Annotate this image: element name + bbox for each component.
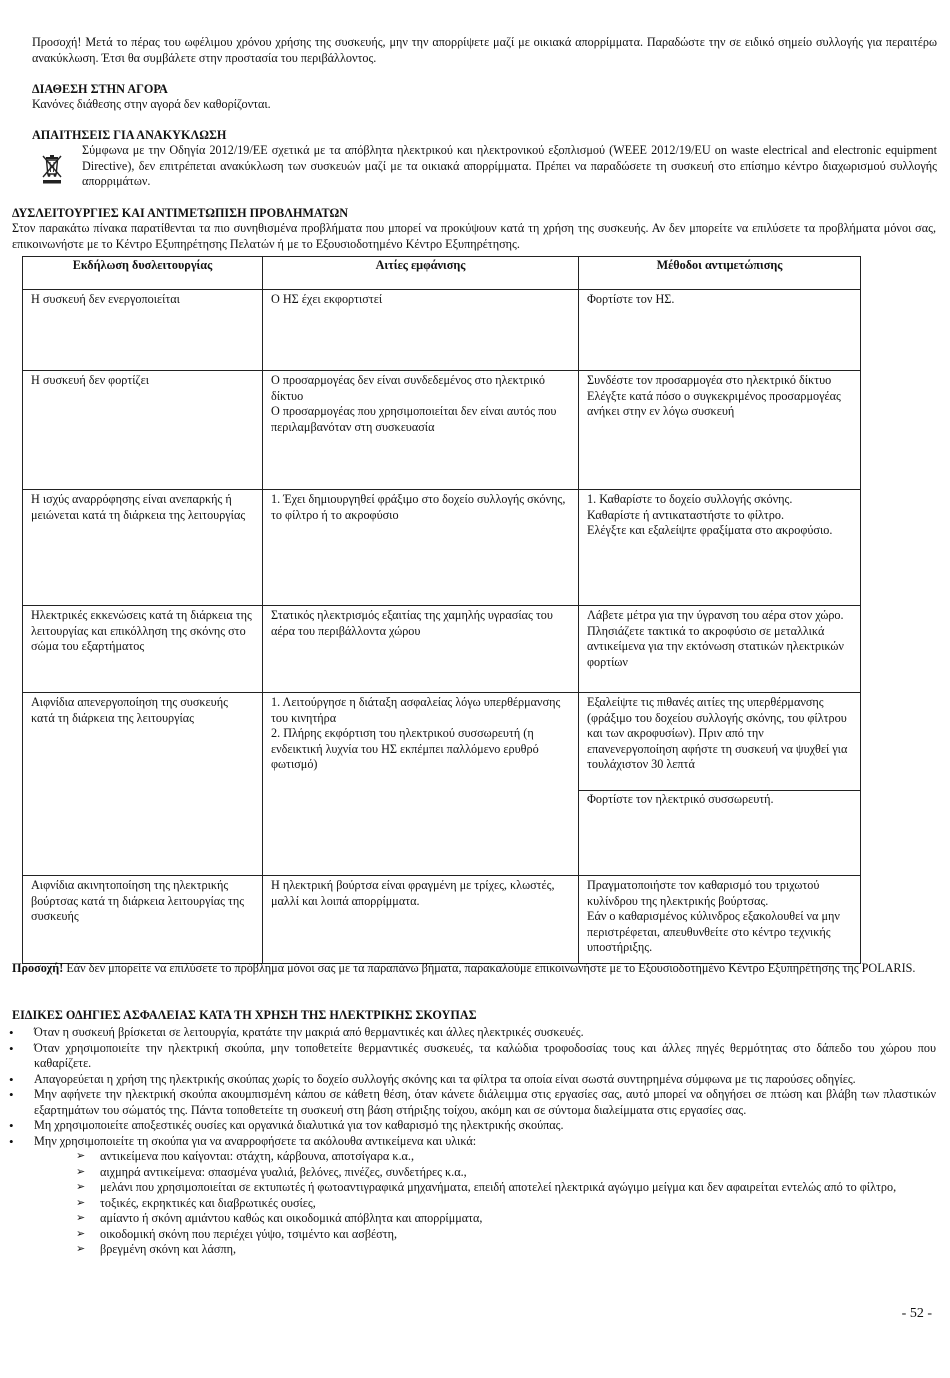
list-item: • Μη χρησιμοποιείτε αποξεστικές ουσίες και οργανικά διαλυτικά για τον καθαρισμό της ηλεκτρικής σκούπας. — [12, 1118, 936, 1134]
symptom-cell: Ηλεκτρικές εκκενώσεις κατά τη διάρκεια της λειτουργίας και επικόλληση της σκόνης στο σώμα του εξαρτήματος — [23, 606, 263, 693]
troubleshooting-note — [12, 961, 936, 977]
remedy-line: Καθαρίστε ή αντικαταστήστε το φίλτρο. — [587, 507, 784, 522]
remedy-line: Πραγματοποιήστε τον καθαρισμό του τριχωτού κυλίνδρου της ηλεκτρικής βούρτσας. — [587, 878, 820, 908]
sub-list-item: ➢ αντικείμενα που καίγονται: στάχτη, κάρβουνα, αποτσίγαρα κ.α., — [34, 1149, 936, 1165]
cause-cell — [263, 693, 579, 876]
remedy-line: Ελέγξτε και εξαλείψτε φραξίματα στο ακροφύσιο. — [587, 523, 833, 537]
table-row — [23, 876, 861, 964]
cause-line: Η ηλεκτρική βούρτσα είναι φραγμένη με τρίχες, κλωστές, μαλλί και λοιπά απορρίμματα. — [271, 878, 555, 908]
table-row — [23, 490, 861, 606]
recycling-text: Σύμφωνα με την Οδηγία 2012/19/ΕΕ σχετικά με τα απόβλητα ηλεκτρικού και ηλεκτρονικού εξοπλισμού (WEEE 2012/19/EU on waste electrical and electronic equipment Directive), δεν επιτρέπεται ανακύκλωση των συσκευών μαζί με τα οικιακά απορρίμματα. Πρέπει να παραδώσετε τη συσκευή στο επίσημο κέντρο διαχωρισμού συλλογής απορριμάτων. — [82, 143, 937, 188]
remedy-cell — [579, 371, 861, 490]
symptom-cell: Η ισχύς αναρρόφησης είναι ανεπαρκής ή μειώνεται κατά τη διάρκεια της λειτουργίας — [23, 490, 263, 606]
column-header: Αιτίες εμφάνισης — [263, 257, 579, 290]
sub-list-item: ➢ αμίαντο ή σκόνη αμιάντου καθώς και οικοδομικά απόβλητα και απορρίμματα, — [34, 1211, 936, 1227]
sub-list-item: ➢ οικοδομική σκόνη που περιέχει γύψο, τσιμέντο και ασβέστη, — [34, 1227, 936, 1243]
remedy-line: Φορτίστε τον ΗΣ. — [587, 292, 675, 306]
troubleshooting-heading: ΔΥΣΛΕΙΤΟΥΡΓΙΕΣ ΚΑΙ ΑΝΤΙΜΕΤΩΠΙΣΗ ΠΡΟΒΛΗΜΑΤΩΝ — [12, 206, 349, 220]
market-text: Κανόνες διάθεσης στην αγορά δεν καθορίζονται. — [32, 97, 271, 111]
remedy-cell — [579, 606, 861, 693]
list-item — [12, 1134, 936, 1258]
remedy-line: Πλησιάζετε τακτικά το ακροφύσιο σε μεταλλικά αντικείμενα για την εκτόνωση στατικών ηλεκτρικών φορτίων — [587, 623, 844, 669]
symptom-cell: Η συσκευή δεν φορτίζει — [23, 371, 263, 490]
symptom-cell: Αιφνίδια απενεργοποίηση της συσκευής κατά τη διάρκεια της λειτουργίας — [23, 693, 263, 876]
remedy-line: Φορτίστε τον ηλεκτρικό συσσωρευτή. — [579, 790, 860, 808]
symptom-cell: Η συσκευή δεν ενεργοποιείται — [23, 290, 263, 371]
remedy-line: Εάν ο καθαρισμένος κύλινδρος εξακολουθεί να μην περιστρέφεται, απευθυνθείτε στο κέντρο τεχνικής υποστήριξης. — [587, 909, 840, 954]
remedy-line: 1. Καθαρίστε το δοχείο συλλογής σκόνης. — [587, 492, 793, 506]
table-row — [23, 371, 861, 490]
remedy-cell — [579, 490, 861, 606]
page-number: - 52 - — [901, 1306, 932, 1321]
cause-line: Ο προσαρμογέας που χρησιμοποιείται δεν είναι αυτός που περιλαμβανόταν στη συσκευασία — [271, 404, 557, 434]
remedy-line: Ελέγξτε κατά πόσο ο συγκεκριμένος προσαρμογέας ανήκει στην εν λόγω συσκευή — [587, 388, 841, 418]
safety-heading: ΕΙΔΙΚΕΣ ΟΔΗΓΙΕΣ ΑΣΦΑΛΕΙΑΣ ΚΑΤΑ ΤΗ ΧΡΗΣΗ ΤΗΣ ΗΛΕΚΤΡΙΚΗΣ ΣΚΟΥΠΑΣ — [12, 1008, 477, 1022]
cause-line: 1. Έχει δημιουργηθεί φράξιμο στο δοχείο συλλογής σκόνης, το φίλτρο ή το ακροφύσιο — [271, 492, 566, 522]
cause-cell — [263, 290, 579, 371]
remedy-line: Εξαλείψτε τις πιθανές αιτίες της υπερθέρμανσης (φράξιμο του δοχείου συλλογής σκόνης, του φίλτρου και των ακροφυσίων). Πριν από την επανενεργοποίηση αφήστε τη συσκευή να ψυχθεί για τουλάχιστον 30 λεπτά — [587, 695, 848, 771]
troubleshooting-intro: Στον παρακάτω πίνακα παρατίθενται τα πιο συνηθισμένα προβλήματα που μπορεί να προκύψουν κατά τη χρήση της συσκευής. Αν δεν μπορείτε να επιλύσετε τα προβλήματα μόνοι σας, επικοινωνήστε με το Κέντρο Εξυπηρέτησης Πελατών ή με το Εξουσιοδοτημένο Κέντρο Εξυπηρέτησης. — [12, 221, 936, 251]
column-header: Μέθοδοι αντιμετώπισης — [579, 257, 861, 290]
remedy-cell — [579, 290, 861, 371]
remedy-cell — [579, 693, 861, 876]
list-item: • Απαγορεύεται η χρήση της ηλεκτρικής σκούπας χωρίς το δοχείο συλλογής σκόνης και τα φίλτρα τα οποία είναι σωστά συντηρημένα σύμφωνα με τις παρούσες οδηγίες. — [12, 1072, 936, 1088]
list-item: • Όταν η συσκευή βρίσκεται σε λειτουργία, κρατάτε την μακριά από θερμαντικές και άλλες ηλεκτρικές συσκευές. — [12, 1025, 936, 1041]
crossed-bin-icon — [40, 152, 64, 186]
symptom-cell: Αιφνίδια ακινητοποίηση της ηλεκτρικής βούρτσας κατά τη διάρκεια λειτουργίας της συσκευής — [23, 876, 263, 964]
troubleshooting-table — [22, 256, 861, 964]
list-item-text: Μην χρησιμοποιείτε τη σκούπα για να αναρροφήσετε τα ακόλουθα αντικείμενα και υλικά: — [34, 1133, 477, 1148]
table-row — [23, 290, 861, 371]
remedy-line: Συνδέστε τον προσαρμογέα στο ηλεκτρικό δίκτυο — [587, 373, 832, 387]
recycling-heading: ΑΠΑΙΤΗΣΕΙΣ ΓΙΑ ΑΝΑΚΥΚΛΩΣΗ — [32, 128, 227, 142]
sub-list-item: ➢ μελάνι που χρησιμοποιείται σε εκτυπωτές ή φωτοαντιγραφικά μηχανήματα, επειδή αποτελεί ηλεκτρικά αγώγιμο μείγμα και δεν αφαιρείται εντελώς από το φίλτρο, — [12, 1180, 936, 1196]
list-item: • Μην αφήνετε την ηλεκτρική σκούπα ακουμπισμένη κάπου σε κάθετη θέση, όταν κάνετε διάλειμμα στις εργασίες σας, αυτό μπορεί να οδηγήσει σε πτώση και βλάβη των πλαστικών εξαρτημάτων του σώματός της. Πάντα τοποθετείτε τη συσκευή στη βάση στήριξης τοίχου, ακόμη και σε σύντομα διαλείμματα στις εργασίες σας. — [12, 1087, 936, 1118]
cause-cell — [263, 490, 579, 606]
column-header: Εκδήλωση δυσλειτουργίας — [23, 257, 263, 290]
cause-line: 2. Πλήρης εκφόρτιση του ηλεκτρικού συσσωρευτή (η ενδεικτική λυχνία του ΗΣ εκπέμπει παλλόμενο ερυθρό φωτισμό) — [271, 726, 539, 771]
sub-list-item: ➢ αιχμηρά αντικείμενα: σπασμένα γυαλιά, βελόνες, πινέζες, συνδετήρες κ.α., — [34, 1165, 936, 1181]
cause-line: Στατικός ηλεκτρισμός εξαιτίας της χαμηλής υγρασίας του αέρα του περιβάλλοντα χώρου — [271, 608, 553, 638]
disposal-warning: Προσοχή! Μετά το πέρας του ωφέλιμου χρόνου χρήσης της συσκευής, μην την απορρίψετε μαζί με οικιακά απορρίμματα. Παραδώστε την σε ειδικό σημείο συλλογής για περαιτέρω ανακύκλωση. Έτσι θα συμβάλετε στην προστασία του περιβάλλοντος. — [32, 35, 937, 65]
table-header-row — [23, 257, 861, 290]
note-text: Εάν δεν μπορείτε να επιλύσετε το πρόβλημα μόνοι σας με τα παραπάνω βήματα, παρακαλούμε επικοινωνήστε με το Εξουσιοδοτημένο Κέντρο Εξυπηρέτησης της POLARIS. — [63, 961, 916, 975]
cause-cell — [263, 606, 579, 693]
prohibited-materials-list — [34, 1149, 936, 1258]
note-label: Προσοχή! — [12, 961, 64, 975]
cause-line: Ο προσαρμογέας δεν είναι συνδεδεμένος στο ηλεκτρικό δίκτυο — [271, 373, 545, 403]
sub-list-item: ➢ βρεγμένη σκόνη και λάσπη, — [34, 1242, 936, 1258]
market-heading: ΔΙΑΘΕΣΗ ΣΤΗΝ ΑΓΟΡΑ — [32, 82, 168, 96]
list-item: • Όταν χρησιμοποιείτε την ηλεκτρική σκούπα, μην τοποθετείτε θερμαντικές συσκευές, τα καλώδια τροφοδοσίας τους και άλλες πηγές θερμότητας στο δάπεδο του χώρου που καθαρίζετε. — [12, 1041, 936, 1072]
table-row — [23, 606, 861, 693]
safety-list — [12, 1025, 936, 1258]
remedy-line: Λάβετε μέτρα για την ύγρανση του αέρα στον χώρο. — [587, 608, 844, 622]
sub-list-item: ➢ τοξικές, εκρηκτικές και διαβρωτικές ουσίες, — [34, 1196, 936, 1212]
cause-cell — [263, 371, 579, 490]
cause-cell — [263, 876, 579, 964]
table-row — [23, 693, 861, 876]
cause-line: Ο ΗΣ έχει εκφορτιστεί — [271, 292, 383, 306]
remedy-cell — [579, 876, 861, 964]
cause-line: 1. Λειτούργησε η διάταξη ασφαλείας λόγω υπερθέρμανσης του κινητήρα — [271, 695, 561, 725]
